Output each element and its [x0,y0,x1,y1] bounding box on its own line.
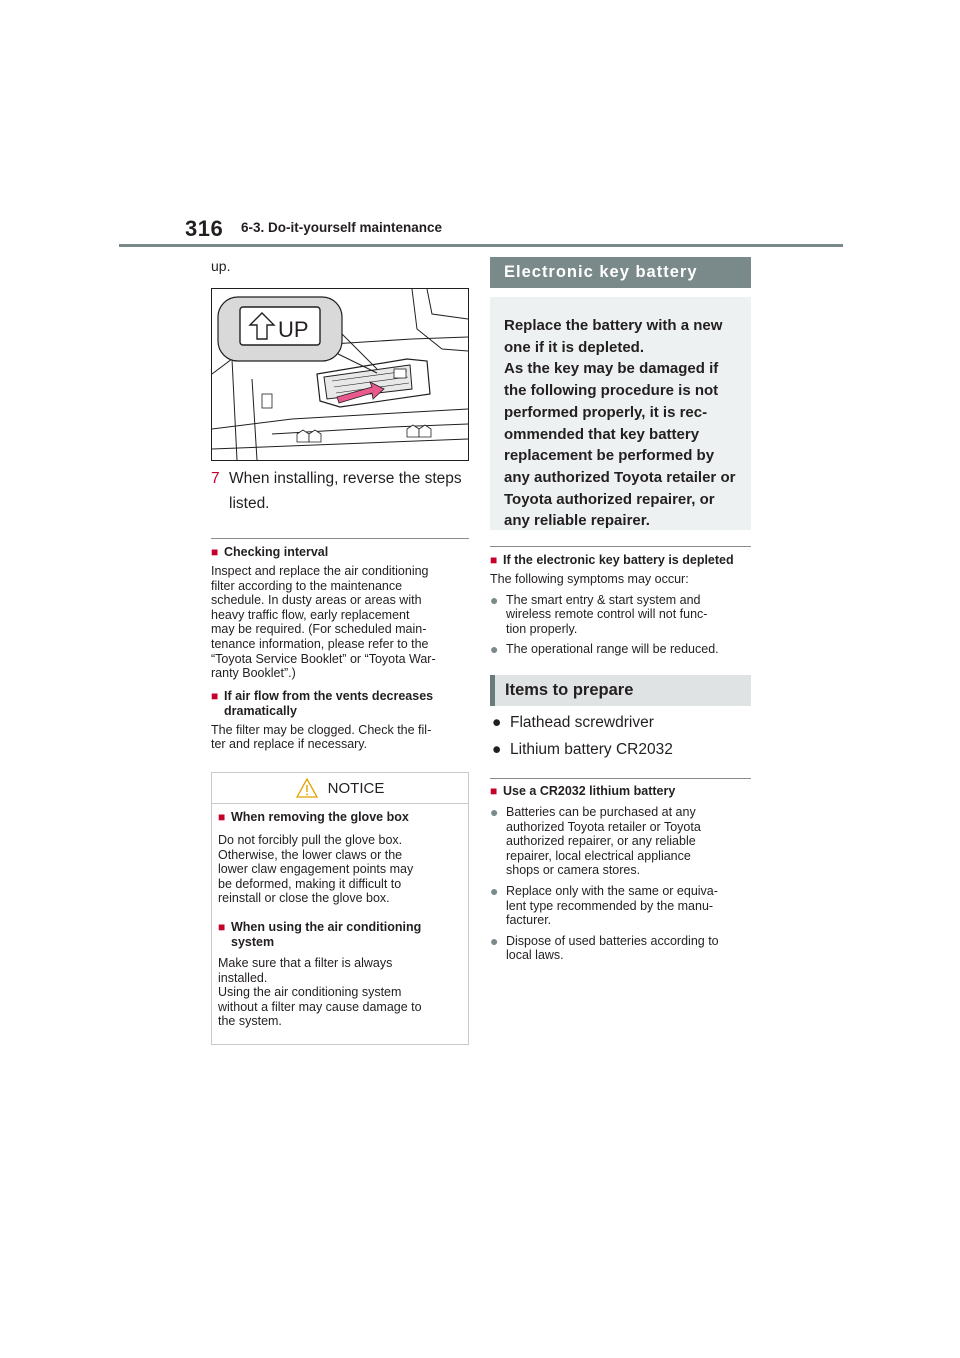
divider [490,778,751,779]
square-bullet-icon: ■ [211,545,219,559]
bullet-icon: ● [492,740,502,758]
square-bullet-icon: ■ [490,553,498,567]
chapter-title: 6-3. Do-it-yourself maintenance [241,220,443,235]
notice-item-body: Make sure that a filter is always installed. Using the air conditioning system without a filter may cause damage to the system. [218,955,422,1029]
note-intro: The following symptoms may occur: [490,572,689,586]
step-text: When installing, reverse the steps listed. [229,470,462,512]
step-7 [211,466,469,516]
round-bullet-icon: ● [490,932,499,949]
list-item: ● Dispose of used batteries according to local laws. [490,932,719,963]
notice-item-body: Do not forcibly pull the glove box. Otherwise, the lower claws or the lower claw engagement points may be deformed, making it difficult to reinstall or close the glove box. [218,833,414,906]
note-title: Checking interval [224,545,329,559]
notice-box [211,772,469,1045]
bullet-icon: ● [492,713,502,731]
air-flow-note [211,689,469,752]
up-label: UP [278,317,309,342]
round-bullet-icon: ● [490,641,499,658]
list-item: ● The operational range will be reduced. [490,641,719,658]
note-title: Use a CR2032 lithium battery [503,783,676,798]
left-column [211,256,469,1029]
notice-item-title: When removing the glove box [231,810,409,824]
section-heading-electronic-key-battery: Electronic key battery [490,257,751,288]
note-body: The filter may be clogged. Check the fil- ter and replace if necessary. [211,722,432,752]
list-item: ● Replace only with the same or equiva- lent type recommended by the manu- facturer. [490,882,718,928]
notice-item [218,810,462,906]
notice-title: NOTICE [327,779,385,797]
cr2032-note [490,784,751,963]
divider [490,546,751,547]
items-list [490,713,751,760]
checking-interval-note [211,545,469,681]
section-heading-items-to-prepare: Items to prepare [490,675,751,706]
step-number: 7 [211,470,220,487]
square-bullet-icon: ■ [218,810,226,824]
note-title: If the electronic key battery is depleted [503,553,734,567]
filter-removal-drawing [212,289,468,460]
continued-text: up. [211,258,231,274]
notice-item-title: When using the air conditioning system [231,919,422,949]
list-item: ● Flathead screwdriver [492,713,654,731]
list-item: ● The smart entry & start system and wireless remote control will not func- tion properly. [490,591,708,636]
square-bullet-icon: ■ [218,919,226,934]
list-item: ● Lithium battery CR2032 [492,740,673,758]
note-body: Inspect and replace the air conditioning filter according to the maintenance schedule. In dusty areas or areas with heavy traffic flow, early replacement may be required. (For scheduled main- tenance information, please refer to the “Toyota Service Booklet” or “Toyota War- ranty Booklet”.) [211,564,436,681]
square-bullet-icon: ■ [490,783,498,798]
page-number: 316 [185,216,224,241]
list-item: ● Batteries can be purchased at any authorized Toyota retailer or Toyota authorized repairer, or any reliable repairer, local electrical appliance shops or camera stores. [490,803,701,878]
header-divider [119,244,843,247]
round-bullet-icon: ● [490,591,499,608]
round-bullet-icon: ● [490,803,499,820]
divider [211,538,469,539]
round-bullet-icon: ● [490,882,499,899]
battery-depleted-note [490,553,751,657]
intro-callout [490,297,751,530]
callout-text: Replace the battery with a new one if it is depleted. As the key may be damaged if the following procedure is not performed properly, it is rec-ommended that key battery replacement be performed by any authorized Toyota retailer or Toyota authorized repairer, or any reliable repairer. [504,317,736,530]
notice-item [218,920,462,1029]
note-title: If air flow from the vents decreases dramatically [224,688,434,718]
right-column [490,257,751,963]
warning-triangle-icon [296,778,318,798]
square-bullet-icon: ■ [211,688,219,703]
glove-box-filter-illustration [211,288,469,461]
